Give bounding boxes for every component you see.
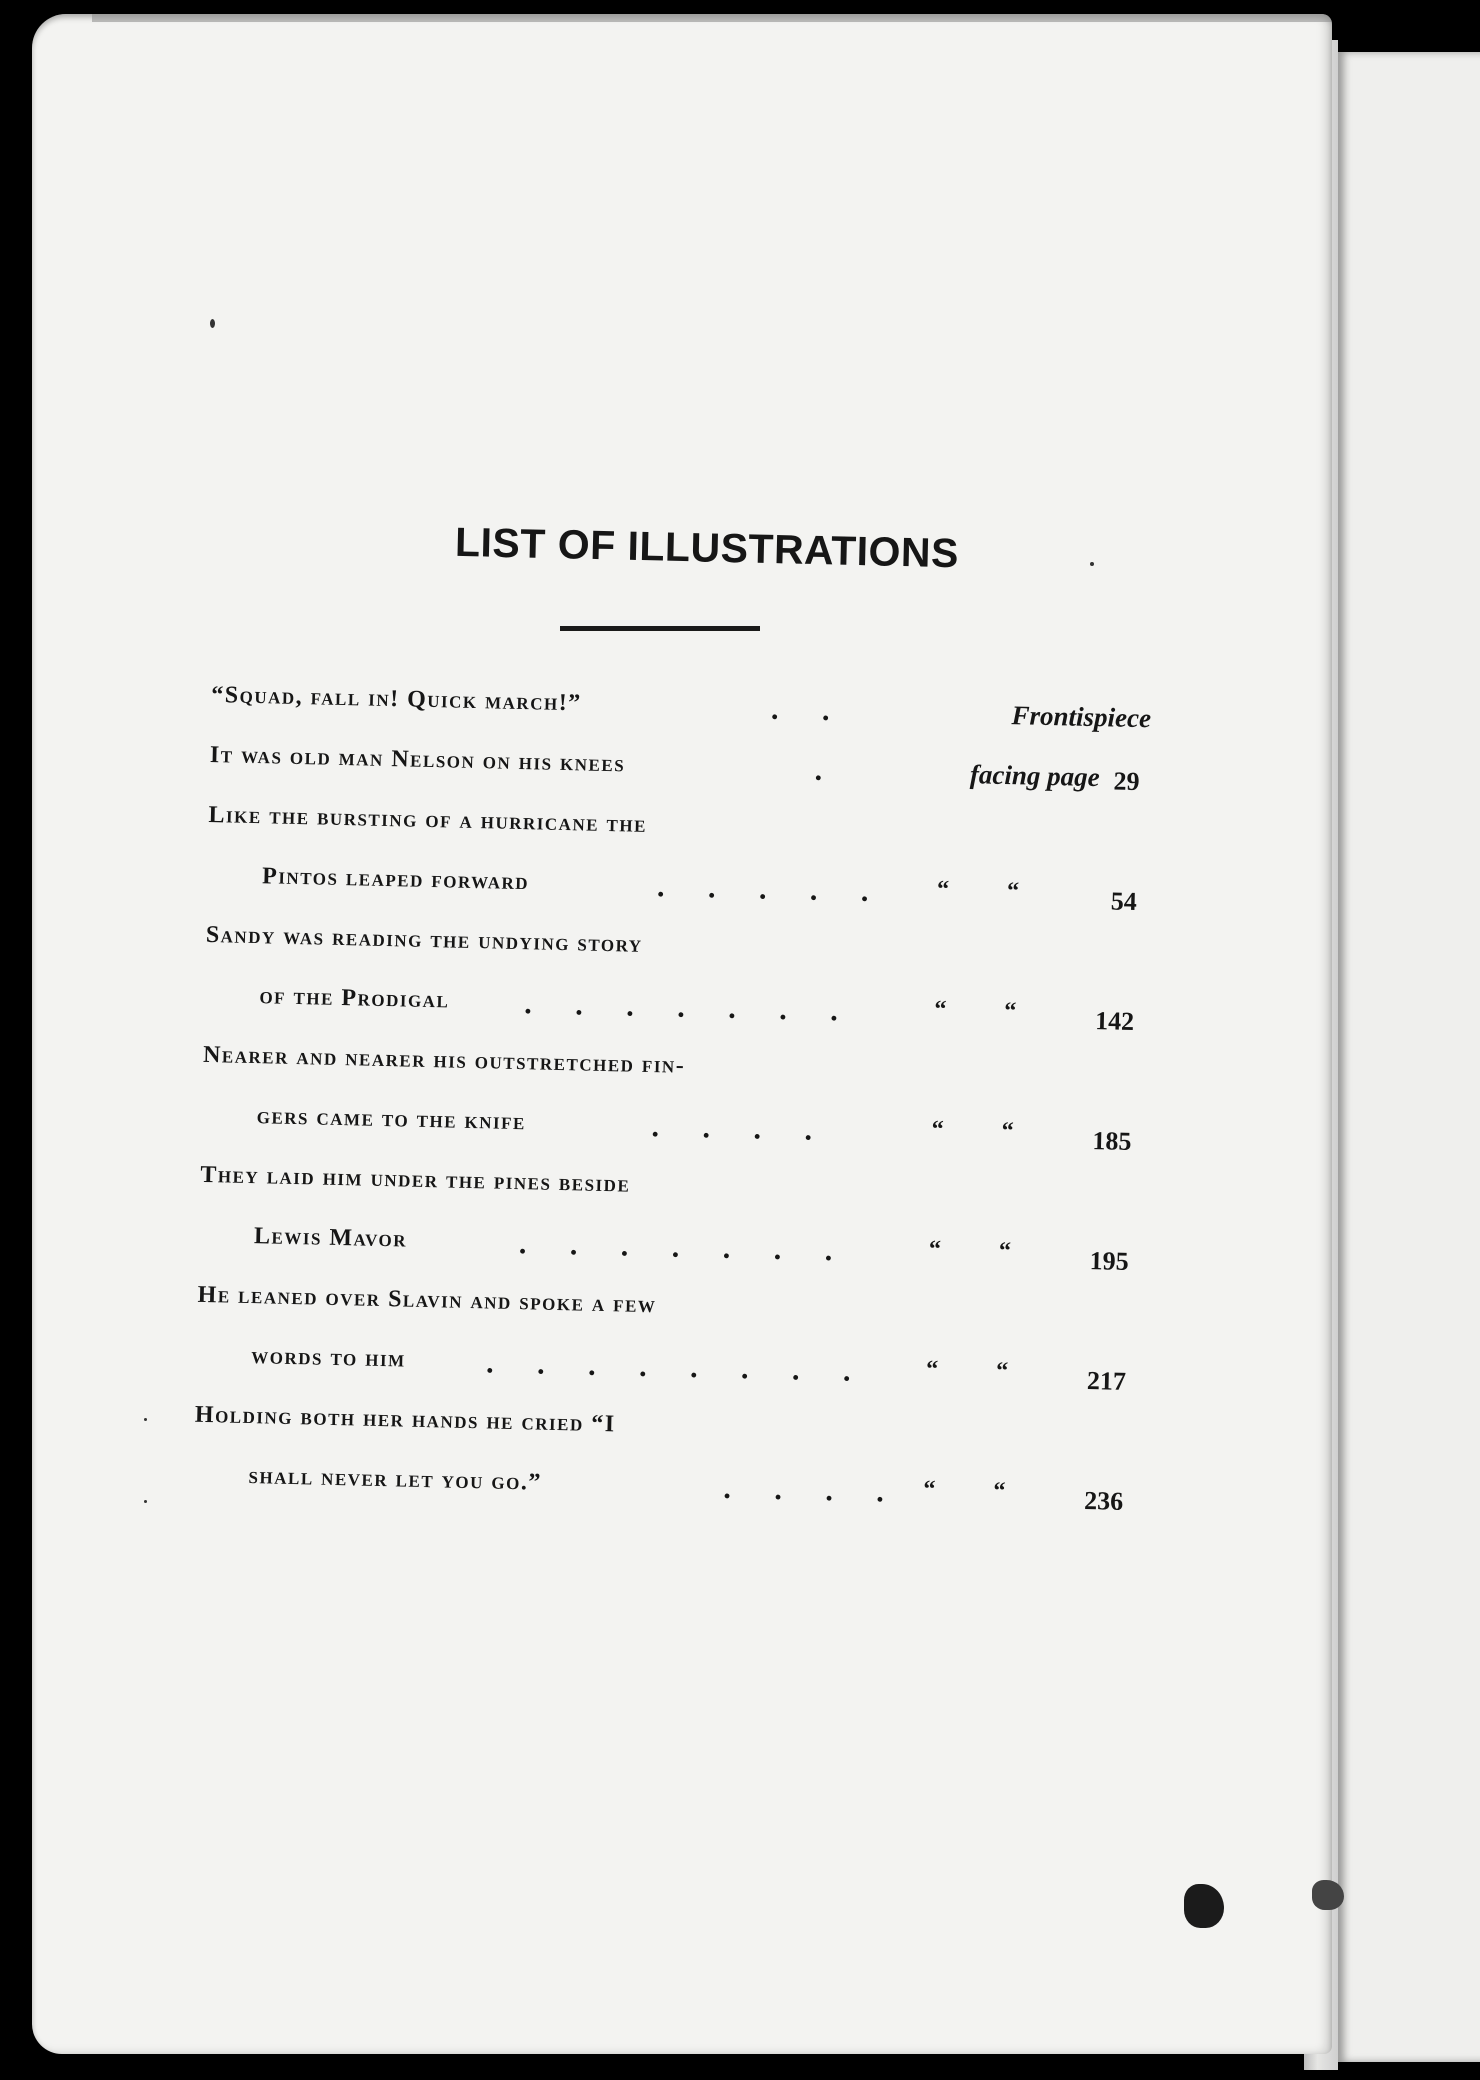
caption: Sandy was reading the undying story bbox=[205, 921, 643, 958]
ditto-mark: “ bbox=[923, 1476, 936, 1503]
page-reference: facing page bbox=[969, 759, 1101, 793]
caption: It was old man Nelson on his knees bbox=[209, 741, 626, 778]
caption: words to him bbox=[251, 1343, 406, 1373]
ditto-mark: “ bbox=[931, 1116, 944, 1143]
caption: gers came to the knife bbox=[256, 1103, 527, 1136]
page-number: 54 bbox=[1110, 886, 1138, 917]
caption: Lewis Mavor bbox=[253, 1223, 408, 1253]
ditto-mark: “ bbox=[928, 1236, 942, 1263]
scan-speck bbox=[144, 1418, 147, 1421]
caption: They laid him under the pines beside bbox=[200, 1161, 631, 1198]
ditto-mark: “ bbox=[1004, 998, 1017, 1025]
page-number: 236 bbox=[1083, 1486, 1124, 1516]
page-number: 142 bbox=[1094, 1006, 1135, 1037]
ditto-mark: “ bbox=[1006, 878, 1020, 905]
leader-dots: . . . . . . . bbox=[523, 987, 857, 1028]
ditto-mark: “ bbox=[1001, 1118, 1014, 1145]
title-rule bbox=[560, 626, 760, 631]
leader-dots: . . . . bbox=[651, 1110, 831, 1148]
leader-dots: . bbox=[814, 753, 841, 788]
page-number: 195 bbox=[1089, 1246, 1130, 1276]
caption: He leaned over Slavin and spoke a few bbox=[197, 1281, 657, 1319]
ditto-mark: “ bbox=[998, 1238, 1012, 1265]
page-title: LIST OF ILLUSTRATIONS bbox=[454, 518, 960, 577]
ditto-mark: “ bbox=[995, 1357, 1009, 1385]
leader-dots: . . . . . bbox=[656, 870, 887, 909]
page-number: 185 bbox=[1092, 1126, 1132, 1156]
scan-speck bbox=[144, 1500, 147, 1503]
page-reference: Frontispiece bbox=[1011, 700, 1152, 734]
caption: Pintos leaped forward bbox=[261, 863, 530, 896]
ditto-mark: “ bbox=[925, 1356, 939, 1383]
book-page bbox=[32, 14, 1332, 2054]
page-number: 217 bbox=[1086, 1366, 1127, 1396]
illustrations-list bbox=[193, 664, 1152, 1525]
facing-page-edge bbox=[1338, 52, 1480, 2062]
leader-dots: . . . . . . . bbox=[518, 1227, 851, 1268]
ditto-mark: “ bbox=[934, 996, 947, 1023]
caption: Like the bursting of a hurricane the bbox=[208, 801, 648, 838]
caption: shall never let you go.” bbox=[248, 1463, 543, 1496]
leader-dots: . . . . bbox=[723, 1471, 903, 1509]
ink-smudge bbox=[1312, 1880, 1344, 1910]
caption: “Squad, fall in! Quick march!” bbox=[211, 681, 583, 717]
leader-dots: . . bbox=[770, 692, 848, 728]
caption: of the Prodigal bbox=[259, 983, 450, 1014]
ditto-mark: “ bbox=[936, 876, 950, 903]
ditto-mark: “ bbox=[993, 1477, 1006, 1505]
leader-dots: . . . . . . . . bbox=[485, 1346, 869, 1389]
caption: Holding both her hands he cried “I bbox=[194, 1401, 616, 1438]
ink-smudge bbox=[1184, 1884, 1224, 1928]
scan-speck bbox=[210, 319, 215, 328]
page-number: 29 bbox=[1113, 766, 1140, 797]
caption: Nearer and nearer his outstretched fin- bbox=[202, 1041, 686, 1079]
scan-speck bbox=[1090, 562, 1094, 566]
page-top-edge bbox=[92, 14, 1332, 22]
